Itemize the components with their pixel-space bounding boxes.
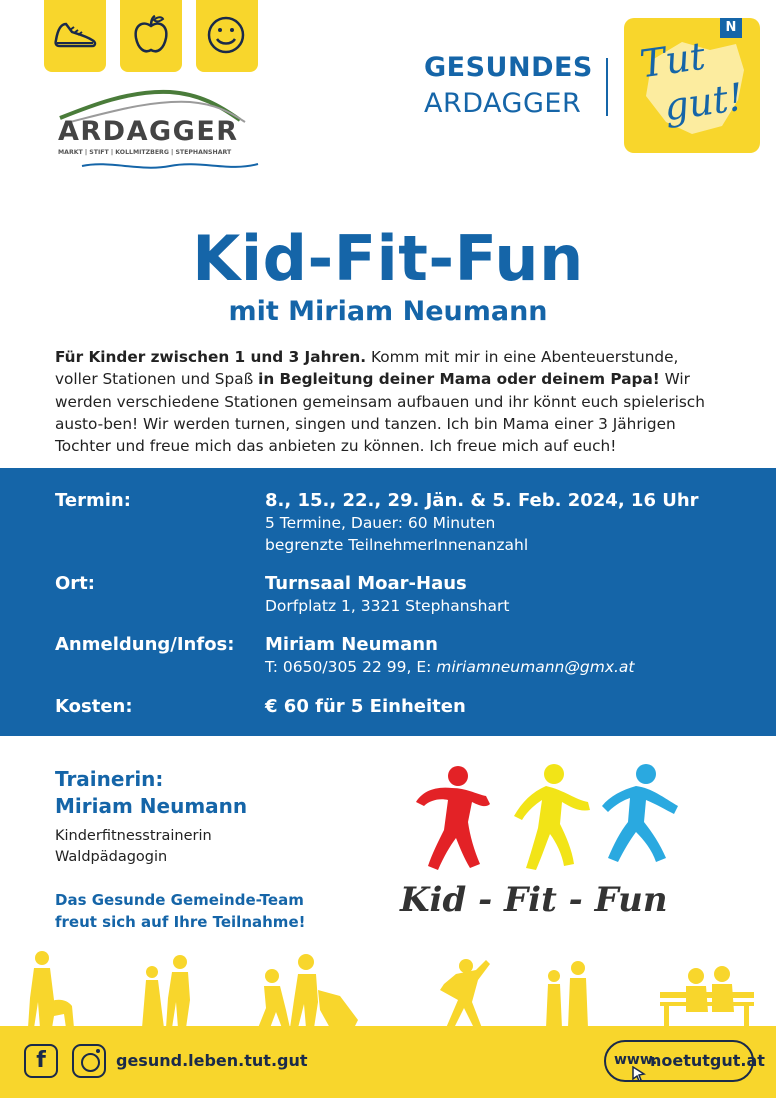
phone-text: T: 0650/305 22 99, E: [265, 658, 437, 676]
yellow-figure-icon [514, 764, 590, 870]
anmeldung-label: Anmeldung/Infos: [55, 634, 235, 655]
team-message-line1: Das Gesunde Gemeinde-Team [55, 891, 304, 909]
ort-value: Turnsaal Moar-Haus [265, 573, 467, 594]
page-title: Kid-Fit-Fun [192, 222, 584, 295]
intro-paragraph [55, 346, 725, 457]
tutgut-logo [624, 18, 760, 153]
termin-label: Termin: [55, 490, 131, 511]
gesundes-line2: ARDAGGER [424, 88, 582, 119]
intro-text-1: Komm mit mir in eine Abenteuerstunde, voller Stationen und Spaß [55, 348, 679, 389]
cursor-icon [632, 1066, 646, 1082]
email-link[interactable]: miriamneumann@gmx.at [436, 658, 635, 676]
facebook-icon[interactable]: f [24, 1044, 58, 1078]
tutgut-word1: Tut [637, 33, 708, 87]
shoe-tile [44, 0, 106, 72]
people-silhouettes-graphic [0, 940, 776, 1028]
kidfitfun-logo [396, 762, 696, 928]
ort-address: Dorfplatz 1, 3321 Stephanshart [265, 597, 510, 615]
logo-divider [606, 58, 608, 116]
website-link[interactable]: noetutgut.at [650, 1051, 765, 1070]
termin-detail-1: 5 Termine, Dauer: 60 Minuten [265, 514, 496, 532]
red-figure-icon [416, 766, 490, 870]
blue-figure-icon [602, 764, 678, 862]
anmeldung-value: Miriam Neumann [265, 634, 438, 655]
social-handle-link[interactable]: gesund.leben.tut.gut [116, 1051, 308, 1070]
tutgut-word2: gut! [661, 74, 747, 130]
dancing-figures-graphic [414, 762, 686, 874]
ardagger-tagline: MARKT | STIFT | KOLLMITZBERG | STEPHANSHART [58, 149, 232, 156]
wave-graphic [80, 158, 260, 174]
smiley-tile [196, 0, 258, 72]
intro-bold-1: Für Kinder zwischen 1 und 3 Jahren. [55, 348, 367, 366]
termin-detail-2: begrenzte TeilnehmerInnenanzahl [265, 536, 529, 554]
gesundes-line1: GESUNDES [424, 52, 593, 83]
trainer-heading-line2: Miriam Neumann [55, 794, 248, 818]
kidfitfun-logo-text: Kid - Fit - Fun [400, 880, 668, 920]
trainer-heading-line1: Trainerin: [55, 767, 164, 791]
team-message-line2: freut sich auf Ihre Teilnahme! [55, 913, 306, 931]
trainer-role-2: Waldpädagogin [55, 849, 168, 865]
intro-text-2: Wir werden verschiedene Stationen gemeinsam aufbauen und ihr könnt euch spielerisch austo-ben! Wir werden turnen, singen und tanzen. Ich bin Mama einer 3 Jährigen Tochter und freue mich das anbieten zu können. Ich freue mich auf euch! [55, 370, 705, 456]
intro-bold-2: in Begleitung deiner Mama oder deinem Papa! [258, 370, 660, 389]
website-prefix: www. [614, 1052, 658, 1068]
shoe-icon [52, 14, 98, 54]
footer-bar [0, 1026, 776, 1098]
smiley-icon [204, 14, 250, 58]
trainer-role-1: Kinderfitnesstrainerin [55, 828, 212, 844]
noe-badge-icon: N [720, 18, 742, 38]
kosten-value: € 60 für 5 Einheiten [265, 696, 466, 717]
anmeldung-contact [265, 656, 635, 678]
ardagger-logo [50, 86, 260, 178]
apple-icon [128, 14, 174, 58]
info-band [0, 468, 776, 736]
team-message [55, 889, 355, 933]
instagram-icon[interactable] [72, 1044, 106, 1078]
website-pill[interactable] [604, 1040, 765, 1082]
kosten-label: Kosten: [55, 696, 133, 717]
termin-value: 8., 15., 22., 29. Jän. & 5. Feb. 2024, 16 Uhr [265, 490, 699, 511]
ardagger-name: ARDAGGER [58, 116, 239, 147]
ort-label: Ort: [55, 573, 95, 594]
page-subtitle: mit Miriam Neumann [228, 296, 548, 327]
apple-tile [120, 0, 182, 72]
trainer-heading [55, 766, 247, 820]
